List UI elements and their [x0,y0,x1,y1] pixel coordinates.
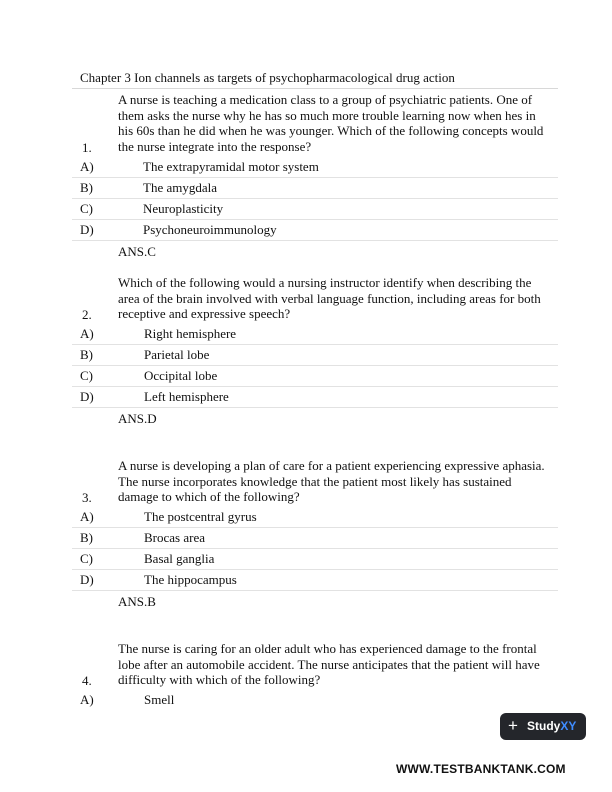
question-3-option-b [72,527,558,549]
question-2-text: Which of the following would a nursing instructor identify when describing the area of the brain involved with verbal language function, including areas for both receptive and expressive speech? [118,275,541,321]
badge-brand-study: Study [527,719,561,733]
question-1-number: 1. [82,140,92,155]
question-1-text: A nurse is teaching a medication class to a group of psychiatric patients. One of them asks the nurse why he has so much more trouble learning now when hes in his 60s than he did when he was younger. Which of the following concepts would the nurse integrate into the response? [118,92,544,154]
question-4-option-a [72,689,558,710]
question-1-option-b [72,177,558,199]
question-3-option-d [72,569,558,591]
question-1-option-c [72,198,558,220]
badge-brand-text [527,719,576,733]
question-3-answer: ANS.B [118,594,156,609]
option-letter: B) [80,530,93,545]
option-letter: D) [80,572,94,587]
question-3-option-c [72,548,558,570]
option-letter: A) [80,159,94,174]
question-2-number: 2. [82,307,92,322]
option-letter: B) [80,180,93,195]
question-1-option-a [72,156,558,178]
option-text: The hippocampus [144,572,237,587]
option-letter: C) [80,368,93,383]
question-2-option-d [72,386,558,408]
option-text: The postcentral gyrus [144,509,257,524]
question-2-answer: ANS.D [118,411,157,426]
option-text: Smell [144,692,175,707]
option-letter: A) [80,692,94,707]
footer-url[interactable]: WWW.TESTBANKTANK.COM [396,762,566,776]
question-4-text: The nurse is caring for an older adult who has experienced damage to the frontal lobe after an automobile accident. The nurse anticipates that the patient will have difficulty with which of the following? [118,641,540,687]
chapter-title: Chapter 3 Ion channels as targets of psychopharmacological drug action [80,70,455,85]
option-letter: D) [80,222,94,237]
question-3-number: 3. [82,490,92,505]
question-3-option-a [72,506,558,528]
option-text: The extrapyramidal motor system [143,159,319,174]
option-letter: B) [80,347,93,362]
option-text: Occipital lobe [144,368,218,383]
question-1-answer: ANS.C [118,244,156,259]
option-text: Psychoneuroimmunology [143,222,277,237]
badge-brand-xy: XY [560,719,577,733]
option-letter: A) [80,326,94,341]
plus-icon: + [508,716,518,735]
title-divider [72,88,558,89]
question-2-option-a [72,323,558,345]
option-text: Basal ganglia [144,551,215,566]
option-letter: A) [80,509,94,524]
question-1-option-d [72,219,558,241]
question-3-text: A nurse is developing a plan of care for a patient experiencing expressive aphasia. The nurse incorporates knowledge that the patient most likely has sustained damage to which of the following? [118,458,545,504]
studyxy-badge[interactable] [500,713,586,740]
option-text: Left hemisphere [144,389,229,404]
option-letter: D) [80,389,94,404]
option-text: Right hemisphere [144,326,237,341]
question-2-option-b [72,344,558,366]
option-letter: C) [80,201,93,216]
option-letter: C) [80,551,93,566]
option-text: The amygdala [143,180,217,195]
question-4-number: 4. [82,673,92,688]
question-2-option-c [72,365,558,387]
option-text: Parietal lobe [144,347,210,362]
option-text: Neuroplasticity [143,201,224,216]
option-text: Brocas area [144,530,205,545]
